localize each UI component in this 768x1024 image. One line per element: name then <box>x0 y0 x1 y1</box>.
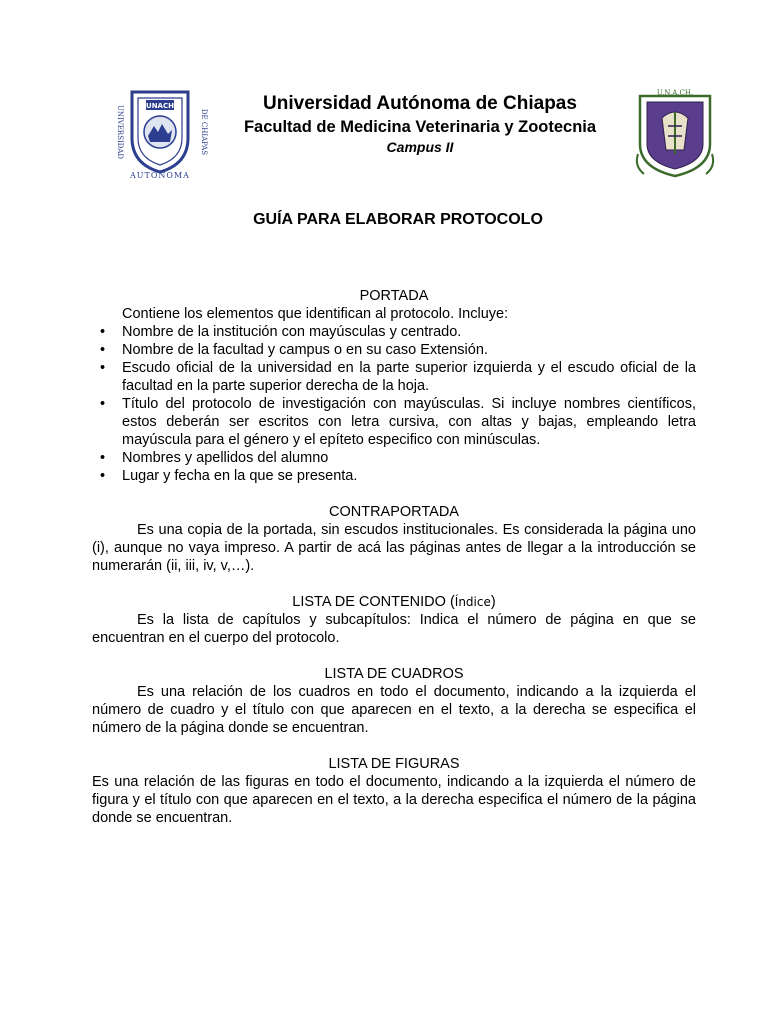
section-heading-cuadros: LISTA DE CUADROS <box>324 666 464 682</box>
seal-side-left-text: UNIVERSIDAD <box>116 104 124 160</box>
section-heading-portada: PORTADA <box>359 288 429 304</box>
seal-bottom-text: AUTONOMA <box>130 171 190 180</box>
cuadros-text: Es una relación de los cuadros en todo el documento, indicando a la izquierda el número de cuadro y el título con que aparecen en el texto, a la derecha se especifica el número de la página donde se encuentran. <box>92 684 696 736</box>
list-item: • Escudo oficial de la universidad en la parte superior izquierda y el escudo oficial de la facultad en la parte superior derecha de la hoja. <box>92 359 696 395</box>
faculty-name: Facultad de Medicina Veterinaria y Zootecnia <box>243 118 597 136</box>
contraportada-text: Es una copia de la portada, sin escudos institucionales. Es considerada la página uno (i), aunque no vaya impreso. A partir de acá las páginas antes de llegar a la introducción se numerarán (ii, iii, iv, v,…). <box>92 522 696 574</box>
seal-side-right-text: DE CHIAPAS <box>200 108 208 156</box>
contenido-heading-close: ) <box>490 594 496 610</box>
contenido-heading-indice: Índice <box>454 595 491 609</box>
list-item: • Lugar y fecha en la que se presenta. <box>92 467 696 485</box>
list-item: • Nombre de la institución con mayúsculas y centrado. <box>92 323 696 341</box>
section-heading-figuras: LISTA DE FIGURAS <box>328 756 460 772</box>
document-body <box>92 287 696 827</box>
list-item: • Título del protocolo de investigación con mayúsculas. Si incluye nombres científicos, estos deberán ser escritos con letra cursiva, con altas y bajas, empleando letra mayúscula para el género y el epíteto especifico con minúsculas. <box>92 395 696 449</box>
contenido-text: Es la lista de capítulos y subcapítulos: Indica el número de página en que se encuentran en el cuerpo del protocolo. <box>92 612 696 646</box>
campus-name: Campus II <box>386 139 454 155</box>
list-item: • Nombres y apellidos del alumno <box>92 449 696 467</box>
fmvz-crest-icon <box>632 88 718 180</box>
unach-seal-icon <box>110 86 208 180</box>
contenido-heading-text: LISTA DE CONTENIDO ( <box>292 594 455 610</box>
document-title: GUÍA PARA ELABORAR PROTOCOLO <box>253 211 543 228</box>
section-heading-contraportada: CONTRAPORTADA <box>329 504 459 520</box>
section-heading-contenido <box>92 593 696 611</box>
list-item: • Nombre de la facultad y campus o en su caso Extensión. <box>92 341 696 359</box>
portada-intro: Contiene los elementos que identifican al protocolo. Incluye: <box>122 306 509 322</box>
seal-top-text: UNACH <box>146 102 174 110</box>
university-name: Universidad Autónoma de Chiapas <box>263 93 577 114</box>
institution-header <box>210 92 630 156</box>
portada-list <box>92 323 696 485</box>
figuras-text: Es una relación de las figuras en todo el documento, indicando a la izquierda el número de figura y el título con que aparecen en el texto, a la derecha especifica el número de la página donde se encuentran. <box>92 774 696 826</box>
crest-top-text: U.N.A.CH. <box>656 89 694 97</box>
